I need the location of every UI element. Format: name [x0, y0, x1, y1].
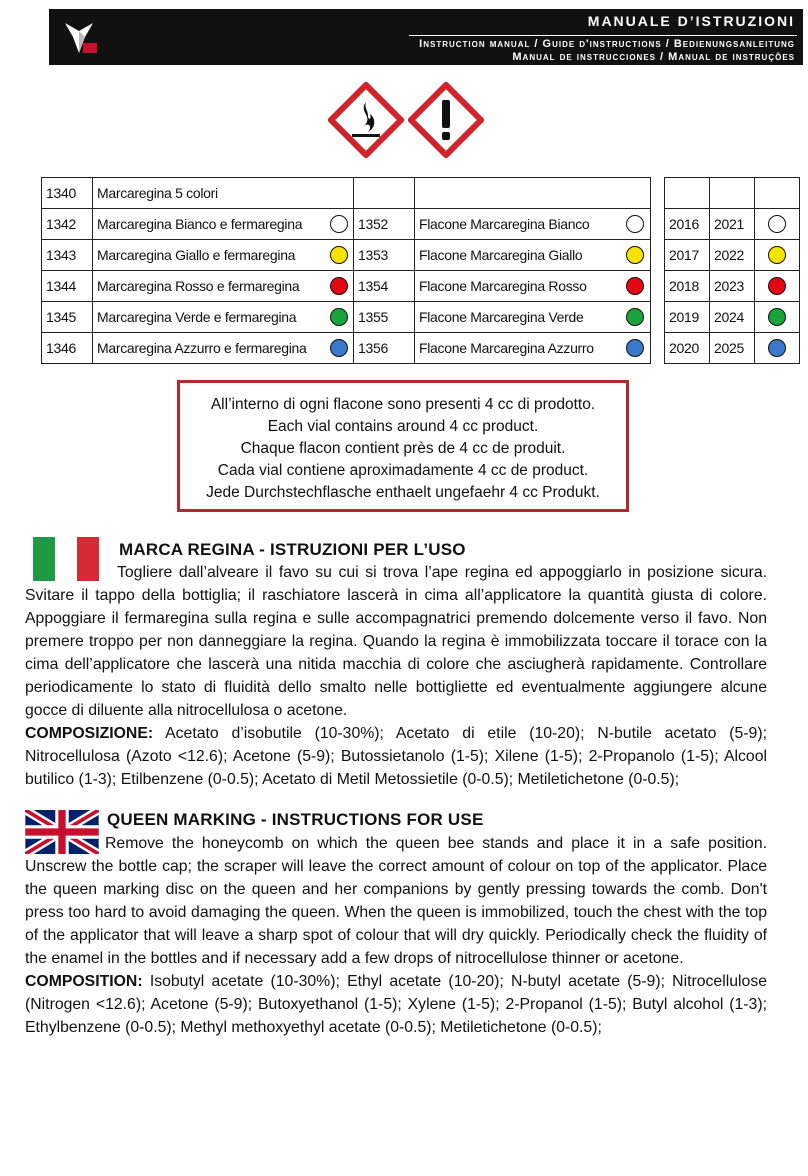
- color-dot: [626, 246, 644, 264]
- year-a: 2017: [665, 240, 710, 271]
- product-name: Marcaregina Bianco e fermaregina: [93, 209, 326, 240]
- product-code: 1342: [42, 209, 93, 240]
- vial-code: 1354: [354, 271, 415, 302]
- info-line: Jede Durchstechflasche enthaelt ungefaehr 4 cc Produkt.: [206, 484, 600, 501]
- year-a: 2016: [665, 209, 710, 240]
- table-row: [665, 240, 800, 271]
- year-b: 2021: [710, 209, 755, 240]
- color-swatch: [325, 302, 353, 333]
- empty-cell: [665, 178, 710, 209]
- vial-info-box: [177, 380, 629, 512]
- italian-instructions: [25, 561, 767, 791]
- product-name: Marcaregina Verde e fermaregina: [93, 302, 326, 333]
- vial-name: Flacone Marcaregina Azzurro: [415, 333, 621, 364]
- info-line: All’interno di ogni flacone sono presenti 4 cc di prodotto.: [210, 396, 596, 413]
- color-dot: [768, 308, 786, 326]
- color-swatch: [325, 209, 353, 240]
- color-swatch: [621, 209, 651, 240]
- color-dot: [626, 308, 644, 326]
- year-a: 2019: [665, 302, 710, 333]
- color-swatch: [755, 333, 800, 364]
- table-row: [665, 209, 800, 240]
- color-dot: [626, 339, 644, 357]
- empty-cell: [415, 178, 651, 209]
- table-row: [665, 271, 800, 302]
- english-composition-label: COMPOSITION:: [25, 973, 143, 990]
- empty-cell: [354, 178, 415, 209]
- empty-cell: [710, 178, 755, 209]
- color-dot: [330, 308, 348, 326]
- color-dot: [330, 339, 348, 357]
- italian-composition-label: COMPOSIZIONE:: [25, 725, 154, 742]
- vial-code: 1355: [354, 302, 415, 333]
- info-line: Each vial contains around 4 cc product.: [267, 418, 539, 435]
- year-a: 2020: [665, 333, 710, 364]
- product-code: 1344: [42, 271, 93, 302]
- year-b: 2022: [710, 240, 755, 271]
- color-dot: [626, 215, 644, 233]
- product-name: Marcaregina Rosso e fermaregina: [93, 271, 326, 302]
- english-instructions: [25, 832, 767, 1039]
- color-swatch: [325, 333, 353, 364]
- product-name: Marcaregina Giallo e fermaregina: [93, 240, 326, 271]
- product-code: 1340: [42, 178, 93, 209]
- product-code: 1345: [42, 302, 93, 333]
- empty-cell: [755, 178, 800, 209]
- year-color-table: [664, 177, 800, 364]
- exclamation-hazard-icon: [408, 82, 484, 158]
- manual-subtitle-2: Manual de instrucciones / Manual de instruções: [512, 51, 795, 63]
- table-row: [42, 209, 651, 240]
- product-code: 1343: [42, 240, 93, 271]
- color-swatch: [621, 302, 651, 333]
- table-row: [665, 178, 800, 209]
- color-dot: [768, 215, 786, 233]
- flame-hazard-icon: [328, 82, 404, 158]
- info-line: Chaque flacon contient près de 4 cc de produit.: [240, 440, 566, 457]
- color-swatch: [755, 271, 800, 302]
- color-dot: [330, 277, 348, 295]
- table-row: [42, 240, 651, 271]
- color-swatch: [755, 240, 800, 271]
- color-swatch: [755, 209, 800, 240]
- product-name: Marcaregina 5 colori: [93, 178, 354, 209]
- italian-composition-text: Acetato d’isobutile (10-30%); Acetato di etile (10-20); N-butile acetato (5-9); Nitrocellulosa (Azoto <12.6); Acetone (5-9); Butossietanolo (1-5); Xilene (1-5); 2-Propanolo (1-5); Alcool butilico (1-3); Etilbenzene (0-0.5); Acetato di Metil Metossietile (0-0.5); Metiletichetone (0-0.5);: [25, 725, 767, 788]
- italian-body-text: Togliere dall’alveare il favo su cui si trova l’ape regina ed appoggiarlo in posizione sicura. Svitare il tappo della bottiglia; il raschiatore lascerà in cima all’applicatore la quantità giusta di colore. Appoggiare il fermaregina sulla regina e sulle accompagnatrici premendo dolcemente verso il favo. Non premere troppo per non danneggiare la regina. Quando la regina è immobilizzata toccare il torace con la cima dell’applicatore che lascerà una nitida macchia di colore che asciugherà rapidamente. Controllare periodicamente lo stato di fluidità dello smalto nelle bottigliette ed eventualmente aggiungere alcune gocce di diluente alla nitrocellulosa o acetone.: [25, 564, 767, 719]
- year-b: 2024: [710, 302, 755, 333]
- color-swatch: [325, 240, 353, 271]
- header-banner: [49, 9, 803, 65]
- color-dot: [330, 215, 348, 233]
- vial-name: Flacone Marcaregina Bianco: [415, 209, 621, 240]
- year-b: 2023: [710, 271, 755, 302]
- color-swatch: [621, 333, 651, 364]
- table-row: [42, 271, 651, 302]
- vial-name: Flacone Marcaregina Rosso: [415, 271, 621, 302]
- color-swatch: [325, 271, 353, 302]
- product-code: 1346: [42, 333, 93, 364]
- color-dot: [768, 277, 786, 295]
- color-swatch: [621, 271, 651, 302]
- english-composition-text: Isobutyl acetate (10-30%); Ethyl acetate (10-20); N-butyl acetate (5-9); Nitrocellulose (Nitrogen <12.6); Acetone (5-9); Butoxyethanol (1-5); Xylene (1-5); 2-Propanol (1-5); Butyl alcohol (1-3); Ethylbenzene (0-0.5); Methyl methoxyethyl acetate (0-0.5); Metiletichetone (0-0.5);: [25, 973, 767, 1036]
- brand-logo-icon: [55, 13, 103, 61]
- color-dot: [626, 277, 644, 295]
- year-b: 2025: [710, 333, 755, 364]
- year-a: 2018: [665, 271, 710, 302]
- color-dot: [330, 246, 348, 264]
- info-line: Cada vial contiene aproximadamente 4 cc de product.: [217, 462, 589, 479]
- color-swatch: [755, 302, 800, 333]
- manual-title: MANUALE D’ISTRUZIONI: [587, 13, 795, 29]
- english-section-title: QUEEN MARKING - INSTRUCTIONS FOR USE: [107, 810, 484, 829]
- product-table: [41, 177, 651, 364]
- table-row: [665, 333, 800, 364]
- italian-section-title: MARCA REGINA - ISTRUZIONI PER L’USO: [119, 540, 466, 559]
- color-dot: [768, 339, 786, 357]
- color-dot: [768, 246, 786, 264]
- vial-name: Flacone Marcaregina Giallo: [415, 240, 621, 271]
- table-row: [665, 302, 800, 333]
- header-divider: [409, 35, 797, 36]
- vial-code: 1353: [354, 240, 415, 271]
- table-row: [42, 333, 651, 364]
- vial-code: 1352: [354, 209, 415, 240]
- vial-code: 1356: [354, 333, 415, 364]
- color-swatch: [621, 240, 651, 271]
- vial-name: Flacone Marcaregina Verde: [415, 302, 621, 333]
- table-row: [42, 302, 651, 333]
- manual-subtitle-1: Instruction manual / Guide d'instructions / Bedienungsanleitung: [419, 38, 795, 50]
- table-row: [42, 178, 651, 209]
- product-name: Marcaregina Azzurro e fermaregina: [93, 333, 326, 364]
- english-body-text: Remove the honeycomb on which the queen bee stands and place it in a safe position. Unscrew the bottle cap; the scraper will leave the correct amount of colour on top of the applicator. Place the queen marking disc on the queen and her companions by gently pressing towards the comb. Don't press too hard to avoid damaging the queen. When the queen is immobilized, touch the chest with the top of the applicator that will leave a sharp spot of colour that will dry quickly. Periodically check the fluidity of the enamel in the bottles and if necessary add a few drops of nitrocellulose thinner or acetone.: [25, 835, 767, 967]
